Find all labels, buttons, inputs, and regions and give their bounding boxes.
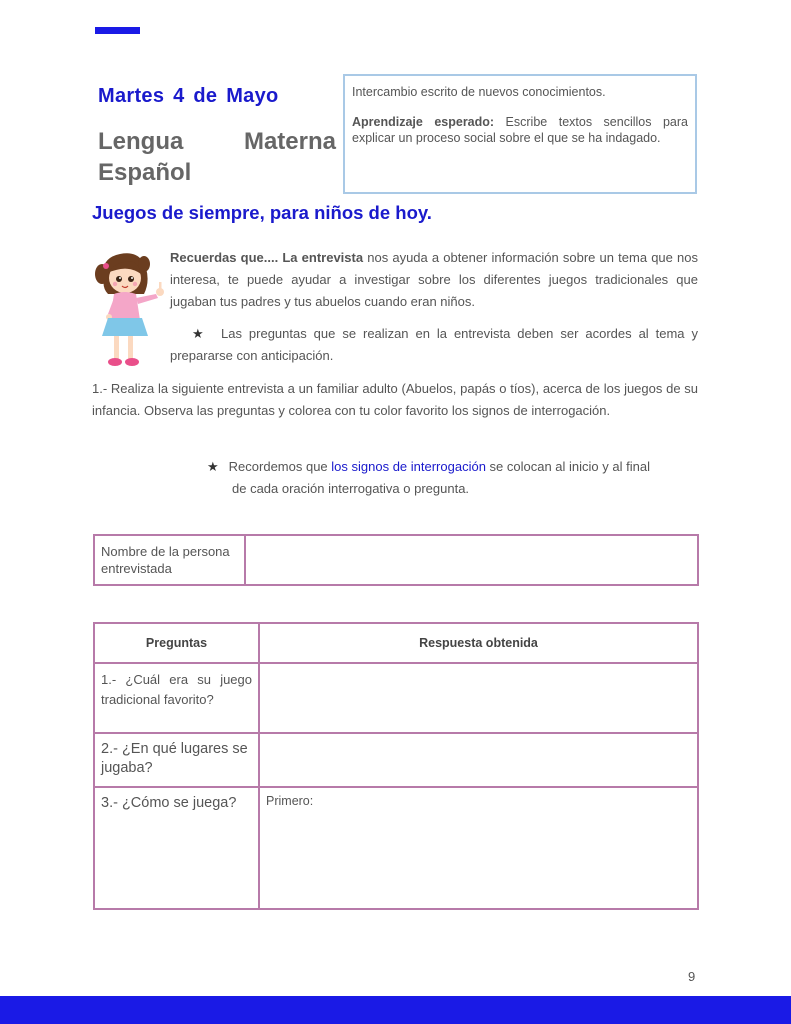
bullet-question-marks-note bbox=[207, 456, 699, 500]
star-icon: ★ bbox=[207, 459, 219, 474]
table-row bbox=[94, 663, 698, 733]
girl-illustration bbox=[94, 248, 168, 370]
subject-word-espanol: Español bbox=[98, 159, 192, 186]
column-header-answers: Respuesta obtenida bbox=[259, 623, 698, 663]
interviewee-name-field[interactable] bbox=[245, 535, 698, 585]
lesson-date: Martes 4 de Mayo bbox=[98, 85, 279, 107]
subject-word-materna: Materna bbox=[243, 128, 336, 155]
subject-title bbox=[98, 126, 336, 188]
subject-word-lengua: Lengua bbox=[98, 128, 184, 155]
interviewee-name-label: Nombre de la persona entrevistada bbox=[94, 535, 245, 585]
question-3: 3.- ¿Cómo se juega? bbox=[94, 787, 259, 909]
top-accent-bar bbox=[95, 27, 140, 34]
question-2: 2.- ¿En qué lugares se jugaba? bbox=[94, 733, 259, 787]
interviewee-name-table bbox=[93, 534, 699, 586]
section-headline: Juegos de siempre, para niños de hoy. bbox=[92, 202, 432, 223]
question-marks-link[interactable]: los signos de interrogación bbox=[331, 459, 486, 474]
bullet2-text-before: Recordemos que bbox=[228, 459, 332, 474]
bullet2-text-line2: de cada oración interrogativa o pregunta. bbox=[232, 481, 470, 496]
question-1: 1.- ¿Cuál era su juego tradicional favorito? bbox=[94, 663, 259, 733]
intro-bold-entrevista: La entrevista bbox=[282, 250, 364, 265]
bullet2-text-after: se colocan al inicio y al final bbox=[485, 459, 650, 474]
bullet-questions-note bbox=[170, 323, 698, 367]
infobox-expected-learning bbox=[352, 114, 688, 146]
answer-2-field[interactable] bbox=[259, 733, 698, 787]
infobox-expected-text: Escribe textos sencillos para explicar un proceso social sobre el que se ha indagado. bbox=[352, 115, 688, 145]
answer-3-field[interactable]: Primero: bbox=[259, 787, 698, 909]
page-number: 9 bbox=[688, 969, 696, 984]
infobox-label: Aprendizaje esperado: bbox=[352, 115, 495, 129]
learning-objective-box bbox=[343, 74, 697, 194]
intro-bold-recuerdas: Recuerdas que.... bbox=[170, 250, 279, 265]
infobox-text: Intercambio escrito de nuevos conocimientos. bbox=[352, 85, 606, 99]
interview-questions-table bbox=[93, 622, 699, 910]
table-row bbox=[94, 787, 698, 909]
table-row bbox=[94, 733, 698, 787]
answer-1-field[interactable] bbox=[259, 663, 698, 733]
intro-paragraph bbox=[170, 247, 698, 313]
activity-instruction: 1.- Realiza la siguiente entrevista a un familiar adulto (Abuelos, papás o tíos), acerca de los juegos de su infancia. Observa las preguntas y colorea con tu color favorito los signos de interrogación. bbox=[92, 381, 698, 418]
column-header-questions: Preguntas bbox=[94, 623, 259, 663]
bullet1-text: Las preguntas que se realizan en la entrevista deben ser acordes al tema y prepararse con anticipación. bbox=[170, 326, 698, 363]
intro-text: nos ayuda a obtener información sobre un tema que nos interesa, te puede ayudar a investigar sobre los diferentes juegos tradicionales que jugaban tus padres y tus abuelos cuando eran niños. bbox=[170, 250, 698, 309]
star-icon: ★ bbox=[192, 326, 207, 341]
bottom-accent-bar bbox=[0, 996, 791, 1024]
